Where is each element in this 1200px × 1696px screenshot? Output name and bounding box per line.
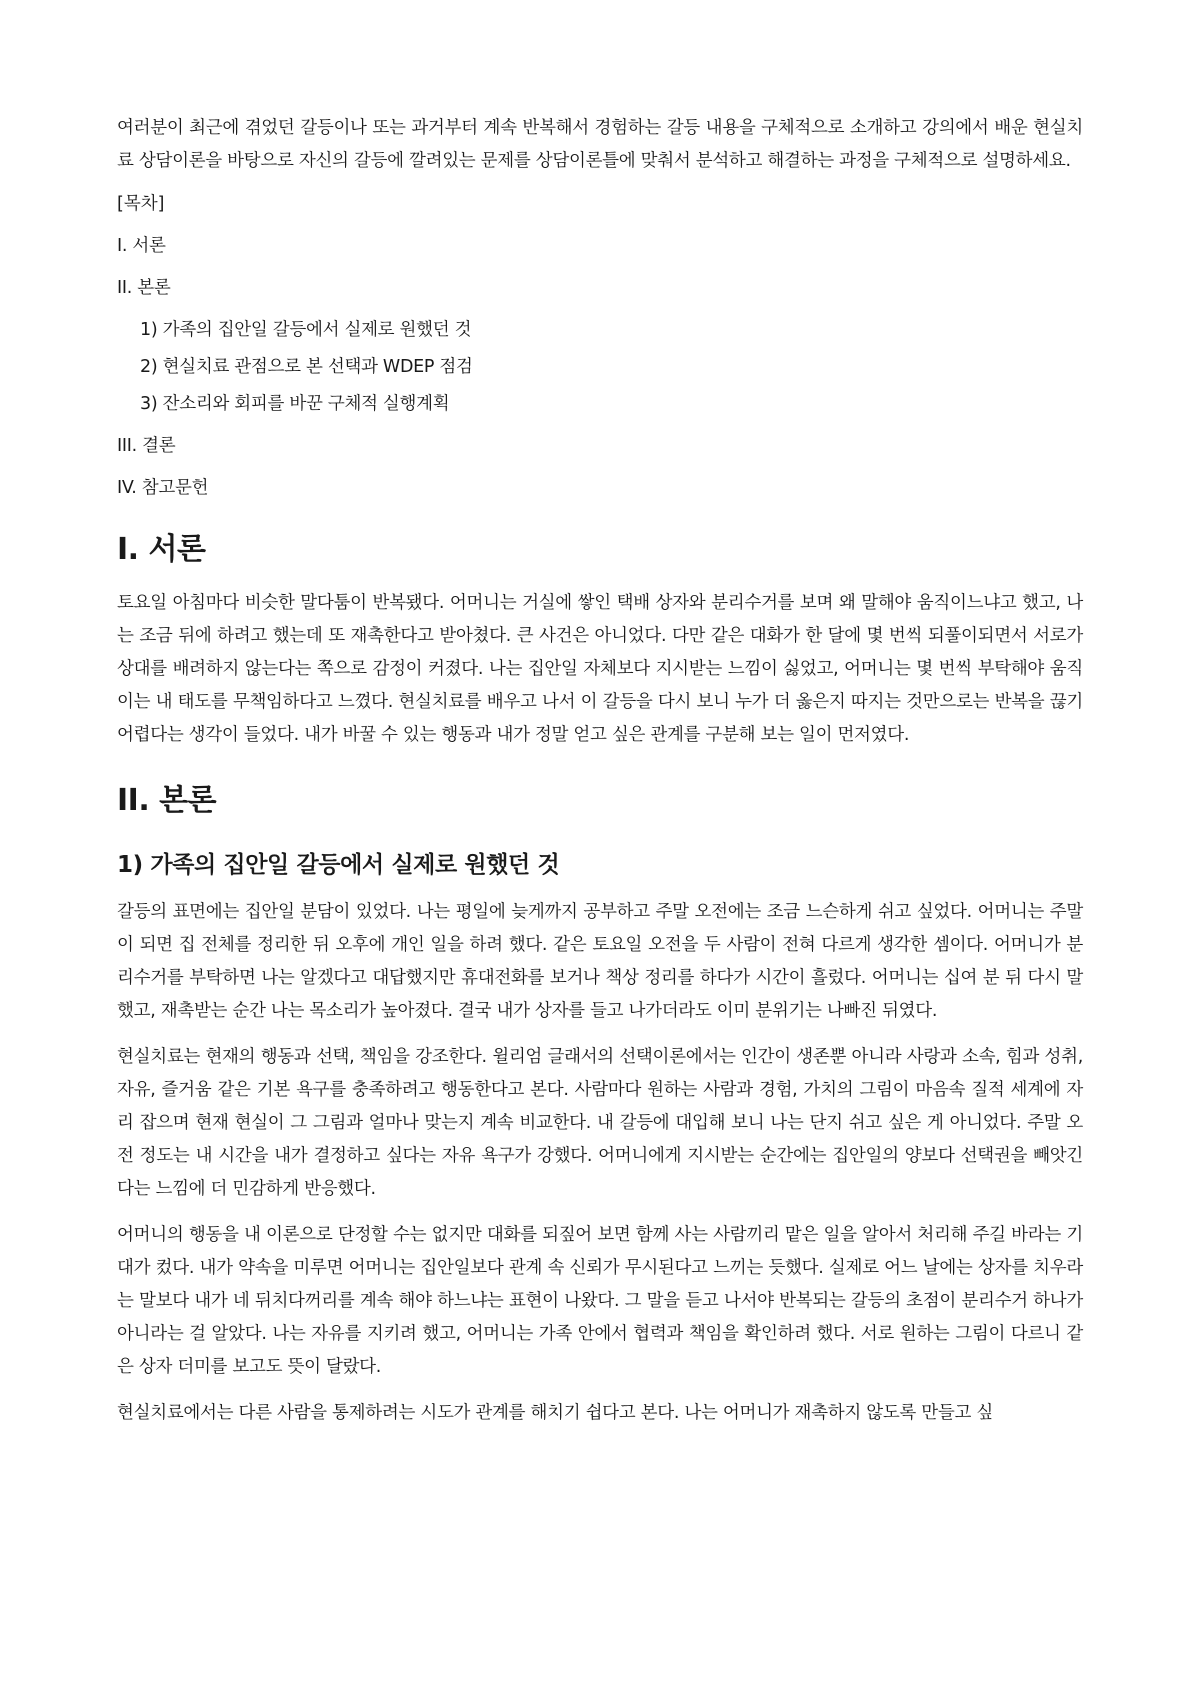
subsection-heading-1: 1) 가족의 집안일 갈등에서 실제로 원했던 것 xyxy=(117,852,560,878)
toc-heading: [목차] xyxy=(117,194,165,214)
toc-item-body: II. 본론 xyxy=(117,278,171,298)
body-paragraph: 현실치료에서는 다른 사람을 통제하려는 시도가 관계를 해치기 쉽다고 본다. 나는 어머니가 재촉하지 않도록 만들고 싶 xyxy=(117,1403,993,1423)
document-page xyxy=(117,112,1083,1443)
toc-item-body-1: 1) 가족의 집안일 갈등에서 실제로 원했던 것 xyxy=(140,320,472,340)
toc-item-body-2: 2) 현실치료 관점으로 본 선택과 WDEP 점검 xyxy=(140,357,473,377)
assignment-prompt: 여러분이 최근에 겪었던 갈등이나 또는 과거부터 계속 반복해서 경험하는 갈등 내용을 구체적으로 소개하고 강의에서 배운 현실치료 상담이론을 바탕으로 자신의 갈등에 깔려있는 문제를 상담이론틀에 맞춰서 분석하고 해결하는 과정을 구체적으로 설명하세요. xyxy=(117,118,1083,171)
body-paragraph: 갈등의 표면에는 집안일 분담이 있었다. 나는 평일에 늦게까지 공부하고 주말 오전에는 조금 느슨하게 쉬고 싶었다. 어머니는 주말이 되면 집 전체를 정리한 뒤 오후에 개인 일을 하려 했다. 같은 토요일 오전을 두 사람이 전혀 다르게 생각한 셈이다. 어머니가 분리수거를 부탁하면 나는 알겠다고 대답했지만 휴대전화를 보거나 책상 정리를 하다가 시간이 흘렀다. 어머니는 십여 분 뒤 다시 말했고, 재촉받는 순간 나는 목소리가 높아졌다. 결국 내가 상자를 들고 나가더라도 이미 분위기는 나빠진 뒤였다. xyxy=(117,902,1083,1021)
toc-item-conclusion: III. 결론 xyxy=(117,436,176,456)
toc-item-references: IV. 참고문헌 xyxy=(117,478,209,498)
table-of-contents xyxy=(117,233,1083,501)
toc-item-body-3: 3) 잔소리와 회피를 바꾼 구체적 실행계획 xyxy=(140,394,450,414)
body-paragraph: 어머니의 행동을 내 이론으로 단정할 수는 없지만 대화를 되짚어 보면 함께 사는 사람끼리 맡은 일을 알아서 처리해 주길 바라는 기대가 컸다. 내가 약속을 미루면 어머니는 집안일보다 관계 속 신뢰가 무시된다고 느끼는 듯했다. 실제로 어느 날에는 상자를 치우라는 말보다 내가 네 뒤치다꺼리를 계속 해야 하느냐는 표현이 나왔다. 그 말을 듣고 나서야 반복되는 갈등의 초점이 분리수거 하나가 아니라는 걸 알았다. 나는 자유를 지키려 했고, 어머니는 가족 안에서 협력과 책임을 확인하려 했다. 서로 원하는 그림이 다르니 같은 상자 더미를 보고도 뜻이 달랐다. xyxy=(117,1225,1083,1377)
toc-item-intro: I. 서론 xyxy=(117,236,166,256)
intro-paragraph: 토요일 아침마다 비슷한 말다툼이 반복됐다. 어머니는 거실에 쌓인 택배 상자와 분리수거를 보며 왜 말해야 움직이느냐고 했고, 나는 조금 뒤에 하려고 했는데 또 재촉한다고 받아쳤다. 큰 사건은 아니었다. 다만 같은 대화가 한 달에 몇 번씩 되풀이되면서 서로가 상대를 배려하지 않는다는 쪽으로 감정이 커졌다. 나는 집안일 자체보다 지시받는 느낌이 싫었고, 어머니는 몇 번씩 부탁해야 움직이는 내 태도를 무책임하다고 느꼈다. 현실치료를 배우고 나서 이 갈등을 다시 보니 누가 더 옳은지 따지는 것만으로는 반복을 끊기 어렵다는 생각이 들었다. 내가 바꿀 수 있는 행동과 내가 정말 얻고 싶은 관계를 구분해 보는 일이 먼저였다. xyxy=(117,593,1083,745)
body-paragraph: 현실치료는 현재의 행동과 선택, 책임을 강조한다. 윌리엄 글래서의 선택이론에서는 인간이 생존뿐 아니라 사랑과 소속, 힘과 성취, 자유, 즐거움 같은 기본 욕구를 충족하려고 행동한다고 본다. 사람마다 원하는 사람과 경험, 가치의 그림이 마음속 질적 세계에 자리 잡으며 현재 현실이 그 그림과 얼마나 맞는지 계속 비교한다. 내 갈등에 대입해 보니 나는 단지 쉬고 싶은 게 아니었다. 주말 오전 정도는 내 시간을 내가 결정하고 싶다는 자유 욕구가 강했다. 어머니에게 지시받는 순간에는 집안일의 양보다 선택권을 빼앗긴다는 느낌에 더 민감하게 반응했다. xyxy=(117,1047,1083,1199)
section-heading-intro: I. 서론 xyxy=(117,532,206,567)
section-heading-body: II. 본론 xyxy=(117,783,217,818)
